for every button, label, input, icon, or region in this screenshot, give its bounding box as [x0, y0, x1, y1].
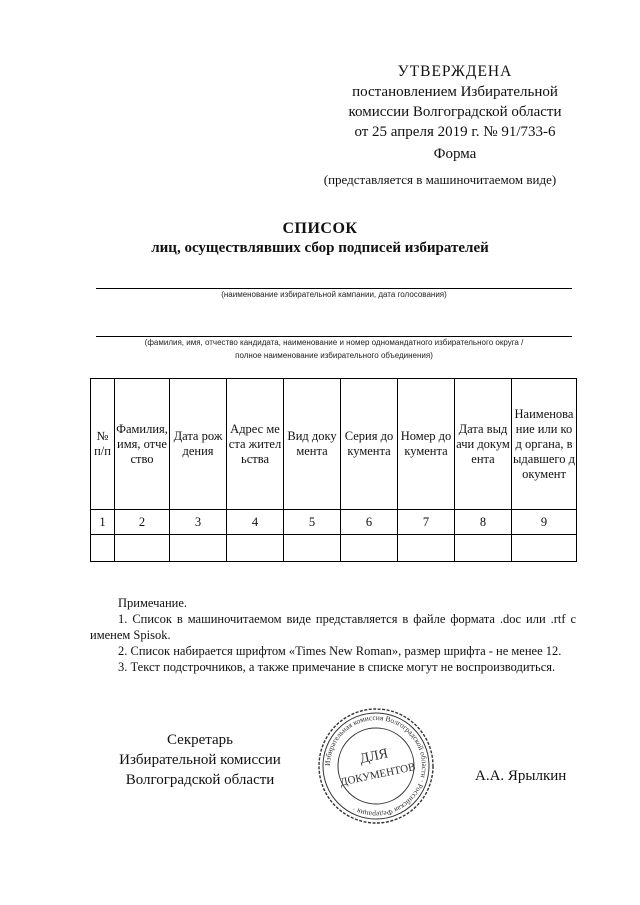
signatory-line-1: Секретарь [166, 732, 234, 748]
column-number: 9 [512, 510, 577, 535]
stamp-ring-text: Избирательная комиссия Волгоградской области · Российская Федерация · [322, 712, 430, 820]
official-stamp [316, 706, 436, 826]
table-cell [455, 535, 512, 562]
candidate-caption-line-1: (фамилия, имя, отчество кандидата, наименование и номер одномандатного избирательного округа / [144, 338, 524, 347]
column-number: 3 [170, 510, 227, 535]
notes-heading: Примечание. [118, 596, 188, 610]
document-title: СПИСОК [282, 220, 358, 237]
stamp-center-line-2: ДОКУМЕНТОВ [339, 760, 417, 789]
notes-block [90, 595, 576, 675]
column-number: 4 [227, 510, 284, 535]
column-number: 2 [115, 510, 170, 535]
signatory-line-2: Избирательной комиссии [119, 752, 281, 768]
candidate-caption-line-2: полное наименование избирательного объединения) [235, 351, 433, 360]
column-number: 5 [284, 510, 341, 535]
signatory-line-3: Волгоградской области [125, 772, 275, 788]
note-item-3: 3. Текст подстрочников, а также примечание в списке могут не воспроизводиться. [118, 660, 556, 674]
table-cell [341, 535, 398, 562]
header-cell: Номер документа [398, 379, 455, 510]
header-cell: Фамилия, имя, отчество [115, 379, 170, 510]
column-number: 1 [91, 510, 115, 535]
header-cell: Дата рождения [170, 379, 227, 510]
table-number-row [91, 510, 577, 535]
signatory-title [100, 730, 300, 790]
stamp-center-line-1: ДЛЯ [358, 746, 390, 767]
campaign-caption: (наименование избирательной кампании, дата голосования) [221, 290, 447, 299]
form-note: (представляется в машиночитаемом виде) [323, 172, 557, 187]
approval-line-2: комиссии Волгоградской области [348, 104, 562, 120]
table-cell [227, 535, 284, 562]
header-cell: Наименование или код органа, выдавшего документ [512, 379, 577, 510]
header-cell: Вид документа [284, 379, 341, 510]
table-row [91, 535, 577, 562]
form-label: Форма [433, 146, 477, 162]
table-cell [398, 535, 455, 562]
table-cell [91, 535, 115, 562]
campaign-blank-line [96, 288, 572, 289]
candidate-blank-line [96, 336, 572, 337]
table-cell [115, 535, 170, 562]
column-number: 6 [341, 510, 398, 535]
table-cell [170, 535, 227, 562]
note-item-1: 1. Список в машиночитаемом виде представляется в файле формата .doc или .rtf с именем Spisok. [90, 612, 576, 642]
approval-block [330, 62, 580, 142]
document-subtitle: лиц, осуществлявших сбор подписей избирателей [151, 240, 489, 256]
header-cell: № п/п [91, 379, 115, 510]
approval-line-3: от 25 апреля 2019 г. № 91/733-6 [354, 124, 556, 140]
header-cell: Серия документа [341, 379, 398, 510]
approval-line-1: постановлением Избирательной [352, 84, 558, 100]
column-number: 7 [398, 510, 455, 535]
table-header-row [91, 379, 577, 510]
header-cell: Адрес места жительства [227, 379, 284, 510]
table-cell [284, 535, 341, 562]
column-number: 8 [455, 510, 512, 535]
signature-collectors-table [90, 378, 577, 562]
table-cell [512, 535, 577, 562]
note-item-2: 2. Список набирается шрифтом «Times New Roman», размер шрифта - не менее 12. [118, 644, 562, 658]
signatory-name: А.А. Ярылкин [475, 768, 567, 784]
header-cell: Дата выдачи документа [455, 379, 512, 510]
approval-heading: УТВЕРЖДЕНА [397, 63, 513, 80]
